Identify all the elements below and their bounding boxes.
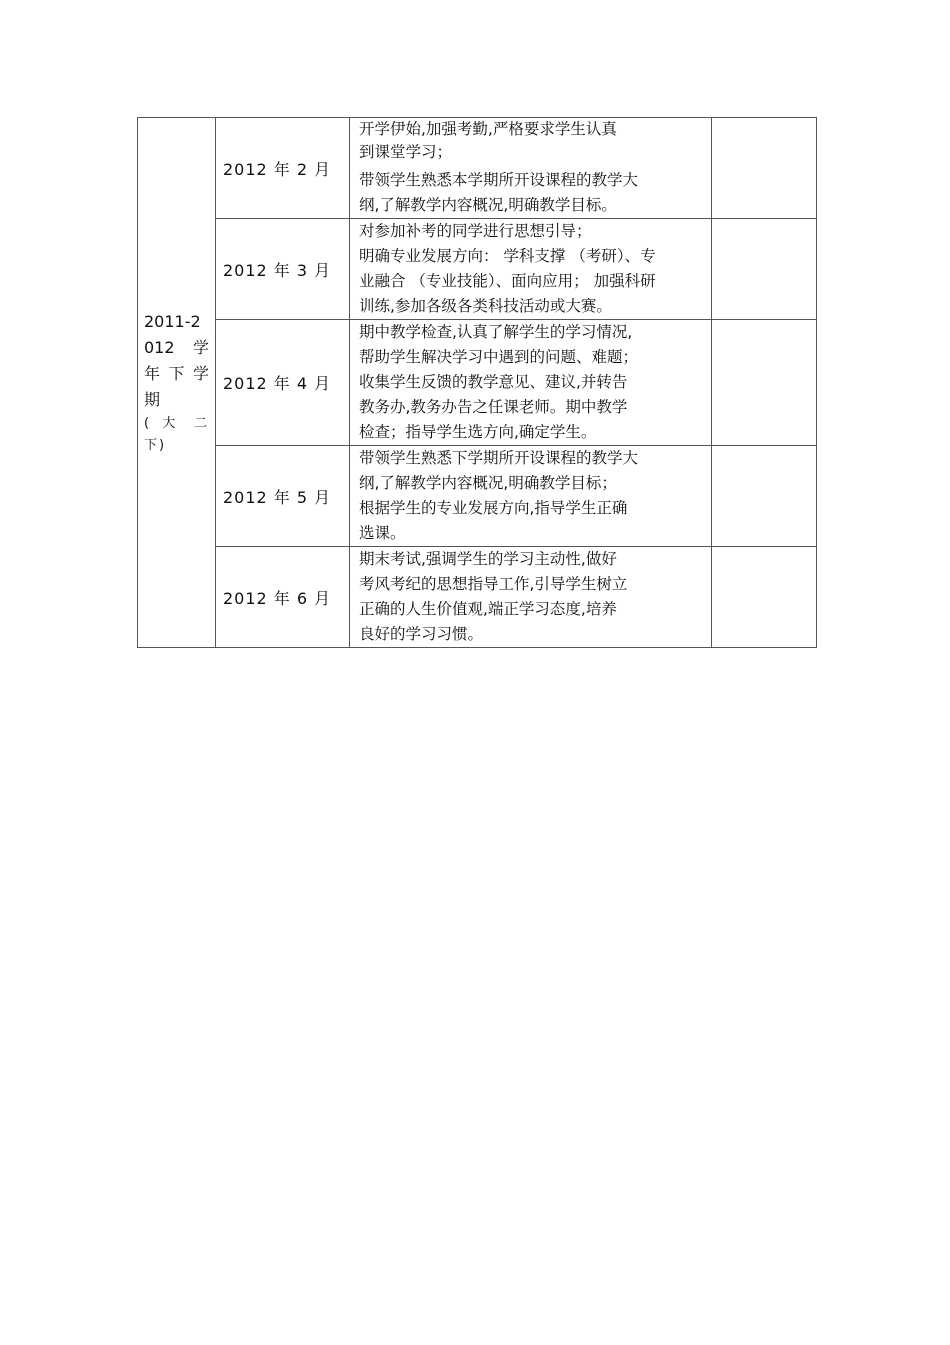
content-line: 训练,参加各级各类科技活动或大赛。 [359, 297, 612, 315]
table-row [138, 320, 817, 446]
content-line: 期中教学检查,认真了解学生的学习情况, [359, 323, 633, 341]
content-line: 正确的人生价值观,端正学习态度,培养 [359, 600, 617, 618]
content-line: 根据学生的专业发展方向,指导学生正确 [359, 499, 628, 517]
term-subtext: 下) [144, 437, 167, 453]
semester-plan-table [137, 117, 817, 648]
content-line: 教务办,教务办告之任课老师。期中教学 [359, 398, 628, 416]
content-line: 检查；指导学生选方向,确定学生。 [359, 423, 597, 441]
content-line: 良好的学习习惯。 [359, 625, 484, 643]
notes-cell [712, 320, 817, 446]
content-line: 到课堂学习； [359, 143, 453, 161]
content-line: 纲,了解教学内容概况,明确教学目标； [359, 474, 617, 492]
term-text: 012 学 [144, 337, 209, 357]
content-line: 选课。 [359, 524, 406, 542]
content-cell [350, 320, 712, 446]
notes-cell [712, 118, 817, 219]
content-line: 带领学生熟悉本学期所开设课程的教学大 [359, 171, 639, 189]
term-text: 年下学 [144, 363, 209, 383]
table-row [138, 219, 817, 320]
content-line: 帮助学生解决学习中遇到的问题、难题； [359, 348, 639, 366]
content-line: 对参加补考的同学进行思想引导； [359, 222, 592, 240]
content-line: 收集学生反馈的教学意见、建议,并转告 [359, 373, 628, 391]
content-line: 开学伊始,加强考勤,严格要求学生认真 [359, 120, 617, 138]
notes-cell [712, 219, 817, 320]
content-line: 带领学生熟悉下学期所开设课程的教学大 [359, 449, 639, 467]
content-line: 考风考纪的思想指导工作,引导学生树立 [359, 575, 628, 593]
content-line: 业融合 （专业技能）、面向应用； 加强科研 [359, 272, 656, 290]
term-cell [138, 118, 216, 648]
content-line: 纲,了解教学内容概况,明确教学目标。 [359, 196, 617, 214]
content-cell [350, 118, 712, 219]
month-cell: 2012 年 3 月 [216, 219, 350, 320]
content-line: 明确专业发展方向： 学科支撑 （考研）、专 [359, 247, 656, 265]
term-text: 2011-2 [144, 311, 201, 331]
content-cell [350, 219, 712, 320]
content-cell [350, 446, 712, 547]
table-row [138, 118, 817, 219]
notes-cell [712, 446, 817, 547]
table-row [138, 547, 817, 648]
content-line: 期末考试,强调学生的学习主动性,做好 [359, 550, 617, 568]
month-cell: 2012 年 6 月 [216, 547, 350, 648]
content-cell [350, 547, 712, 648]
month-cell: 2012 年 4 月 [216, 320, 350, 446]
month-cell: 2012 年 2 月 [216, 118, 350, 219]
term-subtext: ( 大 二 [144, 415, 209, 431]
term-text: 期 [144, 389, 161, 409]
month-cell: 2012 年 5 月 [216, 446, 350, 547]
notes-cell [712, 547, 817, 648]
table-row [138, 446, 817, 547]
